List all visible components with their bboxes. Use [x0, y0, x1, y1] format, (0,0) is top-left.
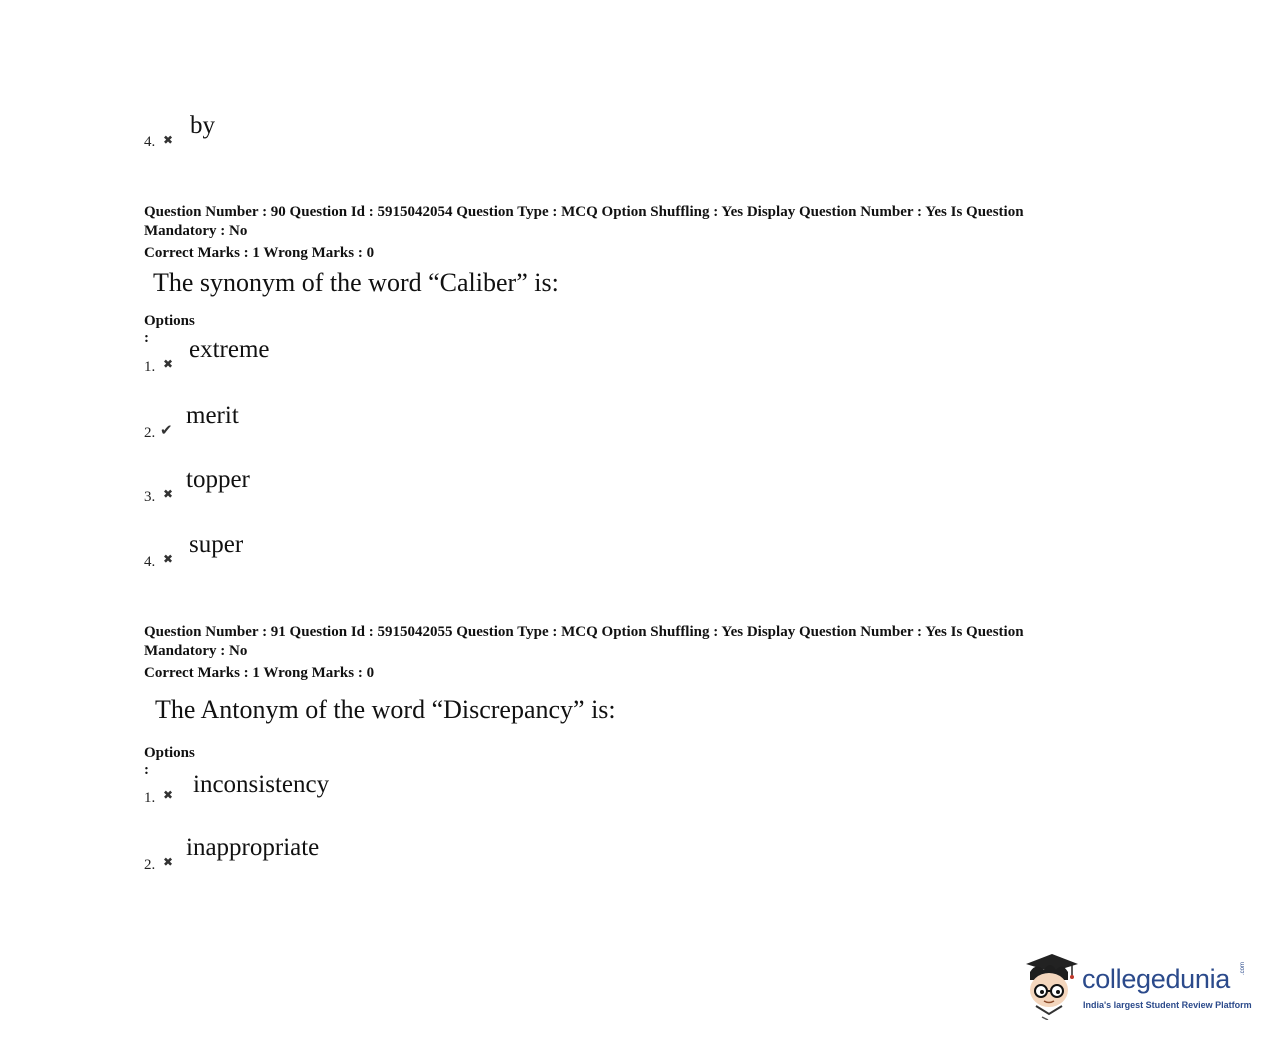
- option-text: by: [190, 112, 215, 139]
- options-label: Options :: [144, 313, 195, 346]
- option-text: inconsistency: [193, 771, 330, 798]
- wrong-mark-icon: ✖: [163, 487, 174, 501]
- option-number: 1.: [144, 359, 156, 375]
- wrong-mark-icon: ✖: [163, 788, 174, 802]
- question-text: The synonym of the word “Caliber” is:: [153, 268, 559, 297]
- option-text: super: [189, 531, 244, 558]
- option-text: inappropriate: [186, 834, 320, 861]
- question-meta-line: Question Number : 90 Question Id : 5915042054 Question Type : MCQ Option Shuffling : Yes Display Question Number : Yes Is Question: [144, 204, 1024, 220]
- wrong-mark-icon: ✖: [163, 133, 174, 147]
- question-meta-line: Question Number : 91 Question Id : 5915042055 Question Type : MCQ Option Shuffling : Yes Display Question Number : Yes Is Question: [144, 624, 1024, 640]
- question-marks: Correct Marks : 1 Wrong Marks : 0: [144, 665, 375, 681]
- question-meta-line: Mandatory : No: [144, 643, 248, 659]
- correct-check-icon: ✔: [160, 421, 173, 439]
- option-number: 2.: [144, 857, 156, 873]
- wrong-mark-icon: ✖: [163, 855, 174, 869]
- option-number: 4.: [144, 554, 156, 570]
- options-label: Options :: [144, 745, 195, 778]
- brand-tagline: India's largest Student Review Platform: [1083, 1000, 1252, 1010]
- option-number: 2.: [144, 425, 156, 441]
- brand-suffix: .com: [1240, 961, 1246, 975]
- option-text: merit: [186, 402, 239, 429]
- question-meta-line: Mandatory : No: [144, 223, 248, 239]
- question-meta: [144, 623, 1114, 661]
- option-text: extreme: [189, 336, 270, 363]
- question-meta: [144, 203, 1114, 241]
- option-number: 1.: [144, 790, 156, 806]
- collegedunia-logo: [1022, 950, 1252, 1022]
- brand-name: collegedunia: [1082, 964, 1231, 994]
- mascot-icon: [1022, 950, 1080, 1020]
- option-text: topper: [186, 466, 250, 493]
- option-number: 4.: [144, 134, 156, 150]
- wrong-mark-icon: ✖: [163, 357, 174, 371]
- question-marks: Correct Marks : 1 Wrong Marks : 0: [144, 245, 375, 261]
- option-number: 3.: [144, 489, 156, 505]
- wrong-mark-icon: ✖: [163, 552, 174, 566]
- question-text: The Antonym of the word “Discrepancy” is:: [155, 695, 616, 724]
